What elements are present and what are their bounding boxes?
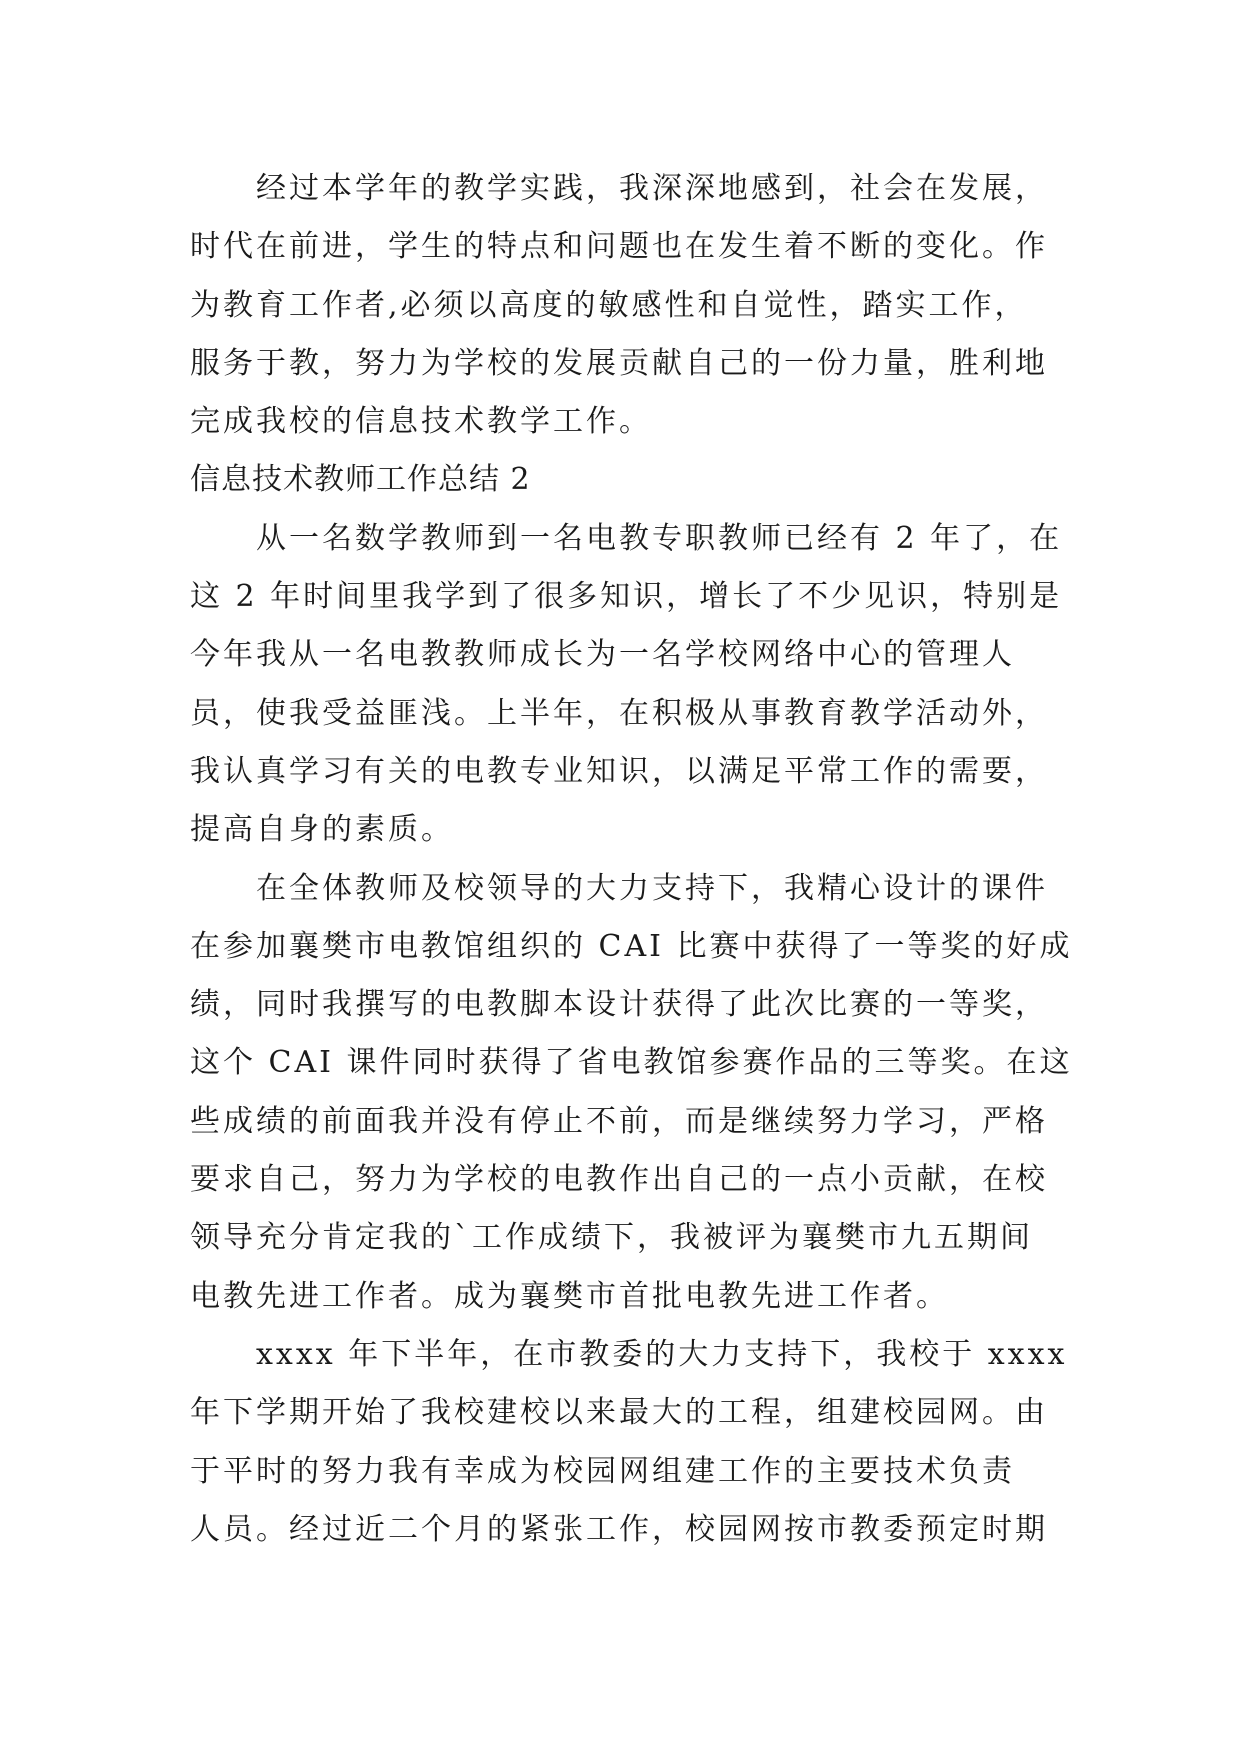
paragraph-line: 从一名数学教师到一名电教专职教师已经有 2 年了，在 — [256, 520, 1063, 556]
paragraph-career-intro — [190, 510, 1070, 860]
paragraph-line: 人员。经过近二个月的紧张工作，校园网按市教委预定时期 — [190, 1511, 1048, 1547]
paragraph-line: 提高自身的素质。 — [190, 812, 454, 848]
paragraph-line: 为教育工作者,必须以高度的敏感性和自觉性，踏实工作， — [190, 287, 1028, 323]
document-body — [190, 160, 1073, 1559]
paragraph-campus-network — [190, 1326, 1070, 1559]
paragraph-line: 这 2 年时间里我学到了很多知识，增长了不少见识，特别是 — [190, 579, 1063, 615]
paragraph-line: 电教先进工作者。成为襄樊市首批电教先进工作者。 — [190, 1278, 949, 1314]
paragraph-line: 年下学期开始了我校建校以来最大的工程，组建校园网。由 — [190, 1395, 1048, 1431]
paragraph-line: 完成我校的信息技术教学工作。 — [190, 404, 652, 440]
section-heading: 信息技术教师工作总结 2 — [190, 462, 531, 498]
paragraph-summary-conclusion — [190, 160, 1070, 451]
paragraph-line: 时代在前进，学生的特点和问题也在发生着不断的变化。作 — [190, 229, 1048, 265]
paragraph-line: 今年我从一名电教教师成长为一名学校网络中心的管理人 — [190, 637, 1015, 673]
paragraph-line: 领导充分肯定我的`工作成绩下，我被评为襄樊市九五期间 — [190, 1220, 1033, 1256]
paragraph-line: 服务于教，努力为学校的发展贡献自己的一份力量，胜利地 — [190, 345, 1048, 381]
paragraph-line: 我认真学习有关的电教专业知识，以满足平常工作的需要， — [190, 753, 1048, 789]
paragraph-line: 在参加襄樊市电教馆组织的 CAI 比赛中获得了一等奖的好成 — [190, 928, 1073, 964]
paragraph-line: xxxx 年下半年，在市教委的大力支持下，我校于 xxxx — [256, 1336, 1068, 1372]
paragraph-line: 员，使我受益匪浅。上半年，在积极从事教育教学活动外， — [190, 695, 1048, 731]
paragraph-line: 绩，同时我撰写的电教脚本设计获得了此次比赛的一等奖， — [190, 987, 1048, 1023]
paragraph-line: 在全体教师及校领导的大力支持下，我精心设计的课件 — [256, 870, 1048, 906]
paragraph-line: 要求自己，努力为学校的电教作出自己的一点小贡献，在校 — [190, 1162, 1048, 1198]
paragraph-line: 经过本学年的教学实践，我深深地感到，社会在发展， — [256, 171, 1048, 206]
paragraph-line: 些成绩的前面我并没有停止不前，而是继续努力学习，严格 — [190, 1103, 1048, 1139]
paragraph-awards — [190, 860, 1073, 1326]
paragraph-line: 这个 CAI 课件同时获得了省电教馆参赛作品的三等奖。在这 — [190, 1045, 1073, 1081]
paragraph-line: 于平时的努力我有幸成为校园网组建工作的主要技术负责 — [190, 1453, 1015, 1489]
